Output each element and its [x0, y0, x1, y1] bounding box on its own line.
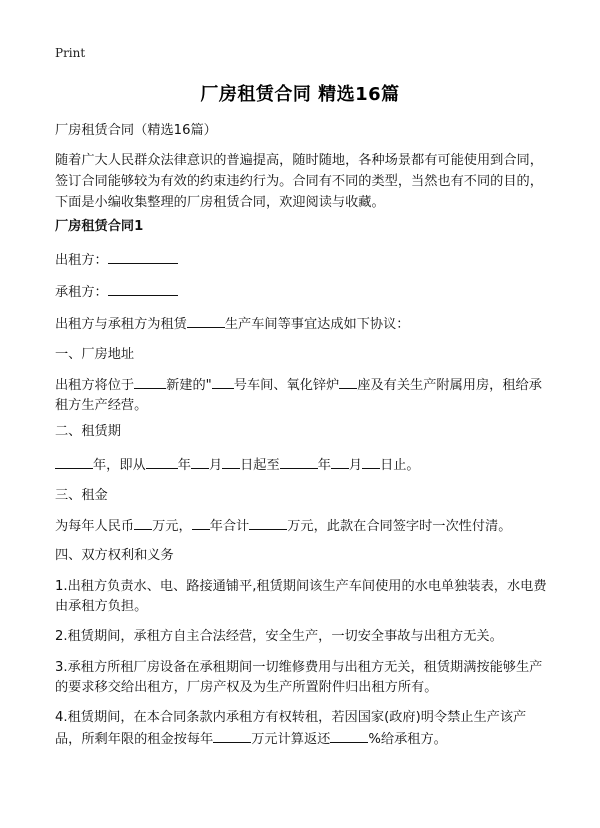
term-blank-end-day[interactable]: [362, 454, 380, 469]
clause-4-blank-percent[interactable]: [330, 728, 368, 743]
address-blank-workshop[interactable]: [212, 374, 234, 389]
document-subtitle: 厂房租赁合同（精选16篇）: [55, 123, 217, 138]
term-text-f: 月: [348, 458, 363, 473]
rent-text-d: 万元，此款在合同签字时一次性付清。: [287, 519, 512, 534]
clause-4: [55, 708, 550, 750]
address-blank-furnace[interactable]: [339, 374, 357, 389]
heading-address: 一、厂房地址: [55, 347, 135, 362]
term-text-d: 日起至: [240, 458, 280, 473]
lessor-blank[interactable]: [108, 249, 178, 264]
heading-rights: 四、双方权利和义务: [55, 548, 174, 563]
term-blank-start-day[interactable]: [222, 454, 240, 469]
agreement-line: [55, 313, 550, 335]
heading-term: 二、租赁期: [55, 424, 121, 439]
address-text-a: 出租方将位于: [55, 378, 135, 393]
address-blank-location[interactable]: [134, 374, 166, 389]
clause-2: 2.租赁期间，承租方自主合法经营，安全生产，一切安全事故与出租方无关。: [55, 629, 503, 644]
rent-text-a: 为每年人民币: [55, 519, 135, 534]
agreement-blank[interactable]: [187, 313, 225, 328]
address-text-d: 座及有关生产附属用房，租给承租方生产经营。: [55, 378, 542, 413]
document-title: 厂房租赁合同 精选16篇: [200, 84, 400, 105]
term-text-e: 年: [317, 458, 331, 473]
clause-1: 1.出租方负责水、电、路接通铺平,租赁期间该生产车间使用的水电单独装表，水电费由承租方负担。: [55, 579, 547, 614]
lessor-line: [55, 249, 550, 271]
address-text-c: 号车间、氧化锌炉: [233, 378, 340, 393]
clause-4-text-a: 4.租赁期间，在本合同条款内承租方有权转租，若因国家(政府)明令禁止生产该产品，所剩年限的租金按每年: [55, 710, 527, 747]
term-text-c: 月: [208, 458, 223, 473]
print-label[interactable]: Print: [55, 46, 86, 60]
lessee-line: [55, 281, 550, 303]
rent-text-c: 年合计: [209, 519, 250, 534]
rent-blank-years[interactable]: [192, 515, 210, 530]
term-blank-years[interactable]: [55, 454, 93, 469]
term-blank-end-month[interactable]: [331, 454, 349, 469]
lessee-label: 承租方：: [55, 285, 108, 300]
agreement-text-a: 出租方与承租方为租赁: [55, 317, 187, 332]
heading-rent: 三、租金: [55, 488, 108, 503]
term-text-g: 日止。: [380, 458, 420, 473]
lessor-label: 出租方：: [55, 253, 108, 268]
section-title: 厂房租赁合同1: [55, 219, 144, 234]
address-text-b: 新建的": [166, 378, 212, 393]
rent-text-b: 万元，: [152, 519, 192, 534]
term-text-b: 年: [177, 458, 191, 473]
agreement-text-b: 生产车间等事宜达成如下协议：: [224, 317, 410, 332]
term-text-a: 年，即从: [93, 458, 146, 473]
clause-3: 3.承租方所租厂房设备在承租期间一切维修费用与出租方无关，租赁期满按能够生产的要求移交给出租方，厂房产权及为生产所置附件归出租方所有。: [55, 660, 543, 695]
clause-4-text-c: %给承租方。: [368, 732, 447, 747]
lessee-blank[interactable]: [108, 281, 178, 296]
rent-line: [55, 515, 550, 537]
term-line: [55, 454, 550, 476]
intro-paragraph: 随着广大人民群众法律意识的普遍提高，随时随地，各种场景都有可能使用到合同，签订合同能够较为有效的约束违约行为。合同有不同的类型，当然也有不同的目的，下面是小编收集整理的厂房租赁合同，欢迎阅读与收藏。: [55, 153, 543, 210]
address-paragraph: [55, 374, 550, 416]
clause-4-text-b: 万元计算返还: [251, 732, 331, 747]
term-blank-start-month[interactable]: [191, 454, 209, 469]
term-blank-start-year[interactable]: [146, 454, 178, 469]
rent-blank-annual[interactable]: [134, 515, 152, 530]
clause-4-blank-amount[interactable]: [213, 728, 251, 743]
term-blank-end-year[interactable]: [280, 454, 318, 469]
rent-blank-total[interactable]: [249, 515, 287, 530]
